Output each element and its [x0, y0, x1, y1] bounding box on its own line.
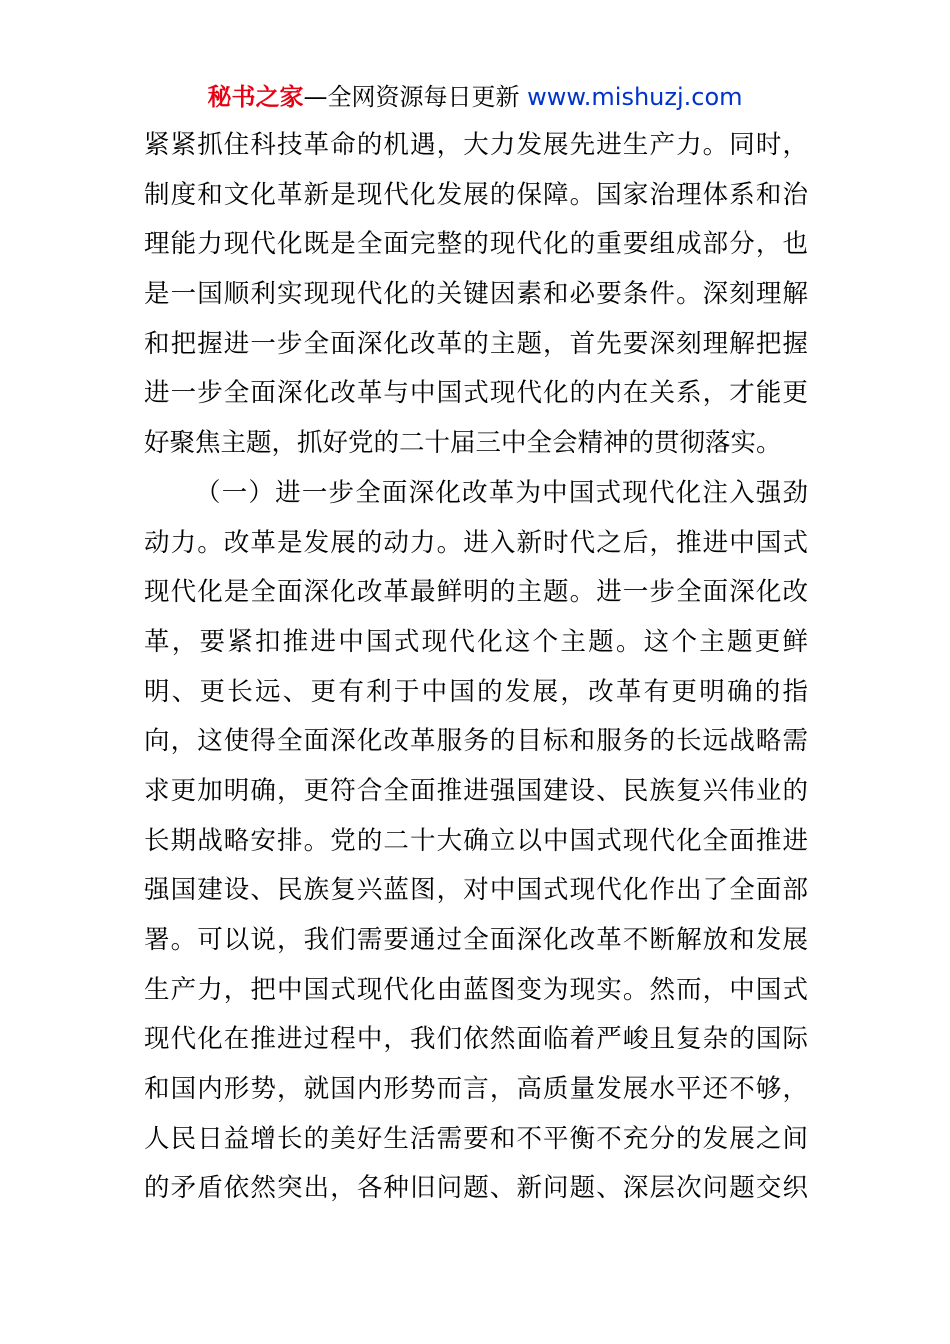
body-line: 现代化是全面深化改革最鲜明的主题。进一步全面深化改	[144, 577, 808, 608]
body-line: 强国建设、民族复兴蓝图，对中国式现代化作出了全面部	[144, 875, 808, 906]
body-line: 革，要紧扣推进中国式现代化这个主题。这个主题更鲜	[144, 626, 808, 657]
section-heading-line: （一）进一步全面深化改革为中国式现代化注入强劲	[195, 477, 808, 508]
body-line: 署。可以说，我们需要通过全面深化改革不断解放和发展	[144, 925, 808, 955]
body-line: 动力。改革是发展的动力。进入新时代之后，推进中国式	[144, 527, 808, 558]
body-line: 紧紧抓住科技革命的机遇，大力发展先进生产力。同时，	[144, 130, 808, 160]
site-url-link[interactable]: www.mishuzj.com	[527, 83, 743, 111]
body-line: 和国内形势，就国内形势而言，高质量发展水平还不够，	[144, 1074, 808, 1105]
header-tagline: —全网资源每日更新	[303, 83, 528, 111]
body-line: 好聚焦主题，抓好党的二十届三中全会精神的贯彻落实。	[144, 428, 782, 459]
body-line: 进一步全面深化改革与中国式现代化的内在关系，才能更	[144, 378, 808, 409]
body-line: 现代化在推进过程中，我们依然面临着严峻且复杂的国际	[144, 1024, 808, 1055]
document-body	[144, 121, 808, 1214]
body-line: 的矛盾依然突出，各种旧问题、新问题、深层次问题交织	[144, 1173, 808, 1204]
body-line: 制度和文化革新是现代化发展的保障。国家治理体系和治	[144, 179, 808, 210]
body-line: 长期战略安排。党的二十大确立以中国式现代化全面推进	[144, 825, 808, 856]
brand-name: 秘书之家	[207, 83, 304, 111]
body-line: 生产力，把中国式现代化由蓝图变为现实。然而，中国式	[144, 974, 808, 1005]
body-line: 和把握进一步全面深化改革的主题，首先要深刻理解把握	[144, 328, 808, 359]
body-line: 明、更长远、更有利于中国的发展，改革有更明确的指	[144, 676, 808, 707]
body-line: 向，这使得全面深化改革服务的目标和服务的长远战略需	[144, 726, 808, 757]
body-line: 人民日益增长的美好生活需要和不平衡不充分的发展之间	[144, 1123, 808, 1154]
body-line: 求更加明确，更符合全面推进强国建设、民族复兴伟业的	[144, 775, 808, 806]
body-line: 是一国顺利实现现代化的关键因素和必要条件。深刻理解	[144, 279, 808, 310]
body-line: 理能力现代化既是全面完整的现代化的重要组成部分，也	[144, 229, 808, 260]
page-header	[0, 80, 950, 114]
